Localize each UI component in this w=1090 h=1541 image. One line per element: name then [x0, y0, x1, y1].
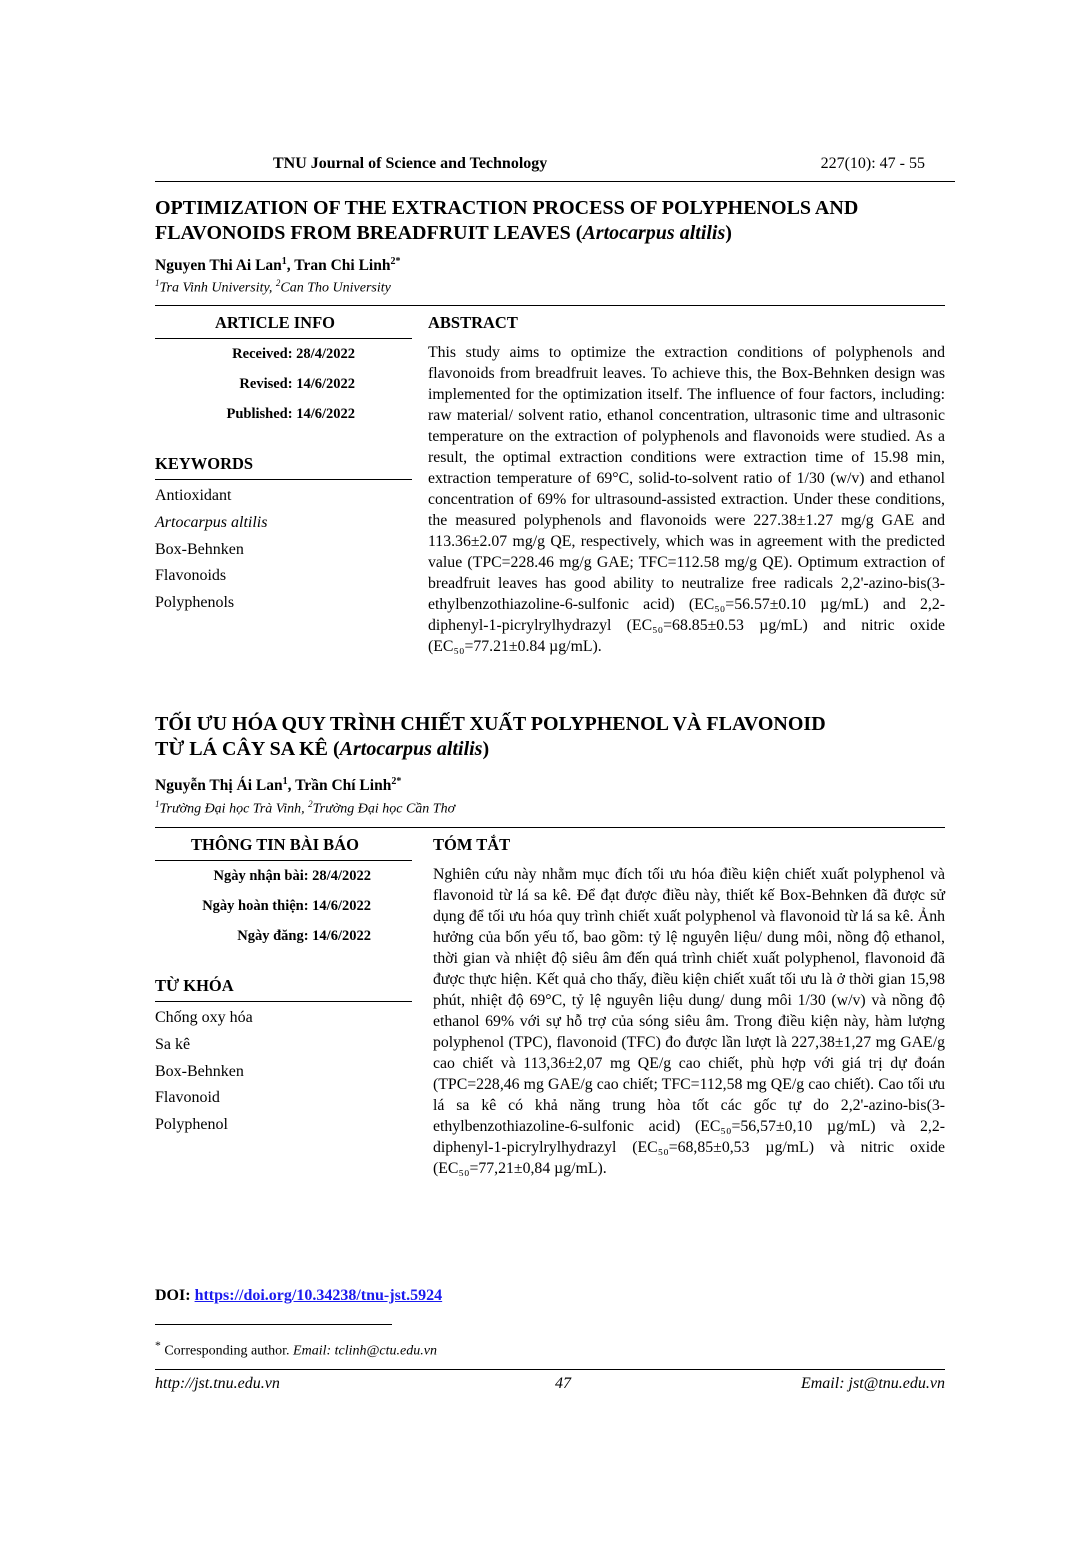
keywords-heading: TỪ KHÓA	[155, 976, 234, 995]
corresponding-author-note: * Corresponding author. Email: tclinh@ctu.edu.vn	[155, 1339, 437, 1359]
vietnamese-title-line2: TỪ LÁ CÂY SA KÊ (	[155, 738, 340, 760]
received-date: Received: 28/4/2022	[232, 346, 355, 362]
divider	[155, 860, 412, 861]
vietnamese-abstract: Nghiên cứu này nhằm mục đích tối ưu hóa điều kiện chiết xuất polyphenol và flavonoid từ lá sa kê. Để đạt được điều này, thiết kế Box-Behnken đã được sử dụng để tối ưu hóa quy trình chiết xuất polyphenol và flavonoid từ lá sa kê. Ảnh hưởng của bốn yếu tố, bao gồm: tỷ lệ nguyên liệu/ dung môi, nồng độ ethanol, thời gian và nhiệt độ siêu âm đến quá trình chiết xuất polyphenol, flavonoid đã được thực hiện. Kết quả cho thấy, điều kiện chiết xuất tối ưu là ở thời gian 15,98 phút, nhiệt độ 69°C, tỷ lệ nguyên liệu dung/ dung môi 1/30 (w/v) và nồng độ ethanol 69% với sự hỗ trợ của sóng siêu âm. Trong điều kiện này, hàm lượng polyphenol (TPC), flavonoid (TFC) đo được lần lượt là 227,38±1,27 mg GAE/g cao chiết và 113,36±2,07 mg QE/g cao chiết, phù hợp với giá trị dự đoán (TPC=228,46 mg GAE/g cao chiết; TFC=112,58 mg QE/g cao chiết). Cao tối ưu lá sa kê có khả năng trung hòa tốt các gốc tự do 2,2'-azino-bis(3-ethylbenzothiazoline-6-sulfonic acid) (EC₅₀=56,57±0,10 µg/mL) và 2,2-diphenyl-1-picrylrylhydrazyl (EC₅₀=68,85±0,53 µg/mL) và nitric oxide (EC₅₀=77,21±0,84 µg/mL).	[433, 866, 945, 1177]
keyword: Polyphenol	[155, 1116, 228, 1133]
keyword: Box-Behnken	[155, 1063, 244, 1080]
vietnamese-authors: Nguyễn Thị Ái Lan$^1$, Trần Chí Linh$^{2*}$	[155, 776, 402, 795]
divider	[155, 338, 412, 339]
english-title-species: Artocarpus altilis	[582, 222, 726, 244]
keyword: Chống oxy hóa	[155, 1009, 253, 1026]
english-affiliations: $^1$Tra Vinh University, $^2$Can Tho University	[155, 278, 391, 296]
english-title-line1: OPTIMIZATION OF THE EXTRACTION PROCESS OF POLYPHENOLS AND	[155, 197, 859, 219]
vietnamese-title-line1: TỐI ƯU HÓA QUY TRÌNH CHIẾT XUẤT POLYPHENOL VÀ FLAVONOID	[155, 713, 826, 735]
doi-line: DOI: https://doi.org/10.34238/tnu-jst.5924	[155, 1287, 443, 1304]
published-date: Ngày đăng: 14/6/2022	[237, 928, 371, 944]
keyword: Artocarpus altilis	[155, 514, 268, 531]
english-authors: Nguyen Thi Ai Lan$^1$, Tran Chi Linh$^{2*}$	[155, 256, 401, 275]
corresponding-email: Email: tclinh@ctu.edu.vn	[293, 1343, 437, 1359]
keywords-heading: KEYWORDS	[155, 454, 254, 473]
footnote-divider	[155, 1324, 392, 1325]
doi-link[interactable]: https://doi.org/10.34238/tnu-jst.5924	[194, 1287, 443, 1304]
english-title-line2: FLAVONOIDS FROM BREADFRUIT LEAVES (	[155, 222, 583, 244]
article-info-heading: THÔNG TIN BÀI BÁO	[191, 835, 359, 854]
english-title: OPTIMIZATION OF THE EXTRACTION PROCESS OF POLYPHENOLS AND FLAVONOIDS FROM BREADFRUIT LEAVES (Artocarpus altilis)	[155, 197, 859, 244]
issue-number: 227(10): 47 - 55	[820, 155, 925, 172]
divider	[155, 1001, 412, 1002]
revised-date: Revised: 14/6/2022	[239, 376, 355, 392]
abstract-heading: ABSTRACT	[428, 313, 518, 332]
keyword: Box-Behnken	[155, 541, 244, 558]
page-number: 47	[555, 1375, 571, 1392]
revised-date: Ngày hoàn thiện: 14/6/2022	[202, 898, 371, 914]
vietnamese-affiliations: $^1$Trường Đại học Trà Vinh, $^2$Trường Đại học Cần Thơ	[155, 799, 456, 817]
keyword: Sa kê	[155, 1036, 191, 1053]
keyword: Flavonoids	[155, 567, 227, 584]
english-abstract: This study aims to optimize the extraction conditions of polyphenols and flavonoids from breadfruit leaves. To achieve this, the Box-Behnken design was implemented for the optimization itself. The influence of four factors, including: raw material/ solvent ratio, ethanol concentration, ultrasonic time and ultrasonic temperature on the extraction of polyphenols and flavonoids were studied. As a result, the optimal extraction conditions were extraction time of 15.98 min, extraction temperature of 69°C, solid-to-solvent ratio of 1/30 (w/v) and ethanol concentration of 69% for ultrasound-assisted extraction. Under these conditions, the measured polyphenols and flavonoids were 227.38±1.27 mg/g GAE and 113.36±2.07 mg/g QE, respectively, which was in agreement with the predicted value (TPC=228.46 mg/g GAE; TFC=112.58 mg/g QE). Optimum extraction of breadfruit leaves has good ability to neutralize free radicals 2,2'-azino-bis(3-ethylbenzothiazoline-6-sulfonic acid) (EC₅₀=56.57±0.10 µg/mL) and 2,2-diphenyl-1-picrylrylhydrazyl (EC₅₀=68.85±0.53 µg/mL) and nitric oxide (EC₅₀=77.21±0.84 µg/mL).	[428, 344, 945, 655]
english-article-box	[155, 305, 945, 655]
received-date: Ngày nhận bài: 28/4/2022	[213, 868, 371, 884]
footer-divider	[155, 1369, 945, 1370]
journal-name: TNU Journal of Science and Technology	[273, 155, 548, 172]
vietnamese-title-species: Artocarpus altilis	[339, 738, 483, 760]
vietnamese-title: TỐI ƯU HÓA QUY TRÌNH CHIẾT XUẤT POLYPHENOL VÀ FLAVONOID TỪ LÁ CÂY SA KÊ (Artocarpus altilis)	[155, 713, 826, 760]
keyword: Flavonoid	[155, 1089, 220, 1106]
abstract-heading: TÓM TẮT	[433, 835, 511, 854]
published-date: Published: 14/6/2022	[226, 406, 355, 422]
article-info-heading: ARTICLE INFO	[215, 313, 335, 332]
divider	[155, 479, 412, 480]
keyword: Antioxidant	[155, 487, 232, 504]
running-header	[155, 155, 955, 182]
footer-url: http://jst.tnu.edu.vn	[155, 1375, 280, 1392]
keyword: Polyphenols	[155, 594, 235, 611]
vietnamese-article-box	[155, 827, 945, 1177]
footer-email: Email: jst@tnu.edu.vn	[800, 1375, 945, 1392]
